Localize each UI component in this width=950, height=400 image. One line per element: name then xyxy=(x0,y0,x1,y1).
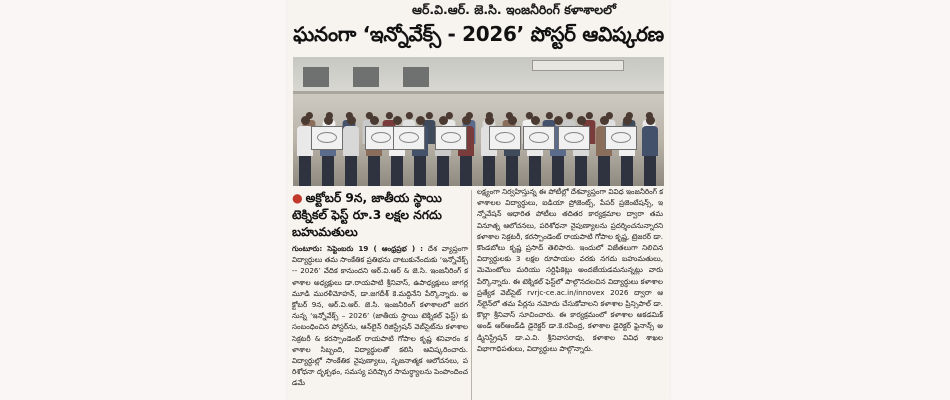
poster-shape xyxy=(435,126,467,150)
poster-shape xyxy=(393,126,425,150)
person-figure xyxy=(642,116,658,186)
article-column-1 xyxy=(292,243,468,389)
poster-shape xyxy=(489,126,521,150)
poster-shape xyxy=(523,126,555,150)
group-photo xyxy=(293,57,664,186)
headline: ఘనంగా ‘ఇన్నోవేక్స్ - 2026’ పోస్టర్ ఆవిష్కరణ xyxy=(293,22,664,46)
subheadline xyxy=(292,190,468,241)
kicker-line: ఆర్.వి.ఆర్. జె.సి. ఇంజనీరింగ్ కళాశాలలో xyxy=(411,2,616,17)
window-shape xyxy=(353,67,379,87)
person-figure xyxy=(343,116,359,186)
article-column-2: లక్ష్యంగా నిర్వహిస్తున్న ఈ పోటీల్లో దేశవ్యాప్తంగా వివిధ ఇంజనీరింగ్ కళాశాలల విద్యార్థులు, ఐడియా ప్రోజెంట్స్, పేపర్ ప్రజెంటేషన్స్, ఇన్నోవేషన్ ఆధారిత పోటీలు తదితర కార్యక్రమాల ద్వారా తమ వినూత్న ఆలోచనలు, పరిశోధనా నైపుణ్యాలను ప్రదర్శించనున్నారని కళాశాల సెక్రటరీ, కరస్పాండెంట్ రాయపాటి గోపాల కృష్ణ, ట్రెజరర్ డా.కొండబోలు కృష్ణ ప్రసాద్ తెలిపారు. ఇందులో విజేతలుగా నిలిచిన విద్యార్థులకు 3 లక్షల రూపాయల వరకు నగదు బహుమతులు, మెమెంటోలు మరియు సర్టిఫికెట్లు అందజేయడమనున్నట్లు వారు పేర్కొన్నారు. ఈ టెక్నికల్ ఫెస్ట్‌లో పాల్గొనదలచిన విద్యార్థులు కళాశాల ప్రత్యేక వెబ్‌సైట్ rvrjc-ce.ac.in/innovex 2026 ద్వారా ఆన్‌లైన్‌లో తమ పేర్లను నమోదు చేసుకోవాలని కళాశాల ప్రిన్సిపాల్ డా. కొల్లా శ్రీనివాస్ సూచించారు. ఈ కార్యక్రమంలో కళాశాల అకడమిక్ అండ్ ఆర్ఆండ్‌డి డైరెక్టర్ డా.కె.రవీంద్ర, కళాశాల డైరెక్టర్ ఫైనాన్స్ అడ్మినిస్ట్రేషన్ డా.ఎ.వి. శ్రీనివాసరావు, కళాశాల వివిధ శాఖల విభాగాధిపతులు, విద్యార్థులు పాల్గొన్నారు. xyxy=(477,187,664,353)
poster-shape xyxy=(605,126,637,150)
window-shape xyxy=(403,67,429,87)
bullet-icon: ● xyxy=(292,191,303,205)
subheadline-text: అక్టోబర్ 9న, జాతీయ స్థాయి టెక్నికల్ ఫెస్ట్ రూ.3 లక్షల నగదు బహుమతులు xyxy=(292,191,442,239)
poster-shape xyxy=(558,126,590,150)
newspaper-clipping xyxy=(287,0,670,400)
poster-shape xyxy=(311,126,343,150)
column-1-text: దేశ వ్యాప్తంగా విద్యార్థులు తమ సాంకేతిక ప్రతిభను చాటుకునేందుకు ‘ఇన్నోవేక్స్ -- 2026’ వేదిక కానుందని ఆర్.వి.ఆర్ & జె.సి. ఇంజనీరింగ్ కళాశాల అధ్యక్షులు డా.రాయపాటి శ్రీనివాస్, ఉపాధ్యక్షులు జాగర్లమూడి మురళీమోహన్, డా.జగదీశ్ కె.మద్దినేని పేర్కొన్నారు. అక్టోబర్ 9న, ఆర్.వి.ఆర్. జె.సి. ఇంజనీరింగ్ కళాశాలలో జరగనున్న ‘ఇన్నోవేక్స్ – 2026’ (జాతీయ స్థాయి టెక్నికల్ ఫెస్ట్) కు సంబంధించిన పోస్టర్‌ను, ఆన్‌లైన్ రిజిస్ట్రేషన్ వెబ్‌సైట్‌ను కళాశాల సెక్రటరీ & కరస్పాండెంట్ రాయపాటి గోపాల కృష్ణ శనివారం కళాశాల సిబ్బంది, విద్యార్థులతో కలిసి ఆవిష్కరించారు. విద్యార్థుల్లో సాంకేతిక నైపుణ్యాలు, సృజనాత్మక ఆలోచనలు, పరిశోధనా దృక్పథం, సమస్య పరిష్కార సామర్థ్యాలను పెంపొందించడమే xyxy=(292,244,468,388)
window-shape xyxy=(303,67,329,87)
dateline: గుంటూరు: సెప్టెంబరు 19 ( ఆంధ్రప్రభ ) : xyxy=(292,244,424,253)
column-divider xyxy=(471,190,472,400)
college-signboard xyxy=(532,60,624,71)
